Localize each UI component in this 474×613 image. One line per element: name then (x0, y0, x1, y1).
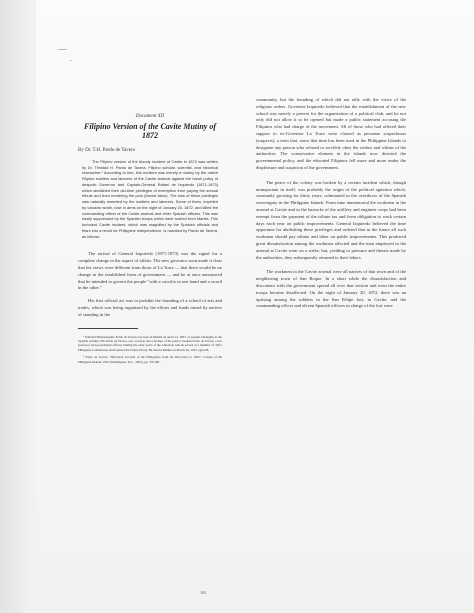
paragraph: His first official act was to prohibit the founding of a school of arts and trades, which was being organized by the efforts and funds raised by natives of standing in the (78, 298, 222, 317)
paragraph: The workmen in the Cavite arsenal were all natives of that town and of the neighboring town of San Roque. In a short while the dissatisfaction and discontent with the government spread all over that section and even the entire troops became disaffected. On the night of January 20, 1872, there was an uprising among the soldiers in the San Felipe fort, in Cavite, and the commanding officer and eleven Spanish officers in charge of the fort were (256, 269, 406, 309)
paragraph: community, but the founding of which did not tally with the views of the religious orders. Governor Izquierdo believed that the establishment of the new school was merely a pretext for the organization of a political club, and he not only did not allow it to be opened but made a public statement accusing the Filipinos who had charge of the movement. All of those who had offered their support to ex-Governor La Torre were classed as personas sospechosas (suspects), a term that, since that time has been used in the Philippine Islands to designate any person who refused to servilely obey the wishes and whims of the authorities. The conservative element in the islands now directed the governmental policy, and the educated Filipinos fell more and more under the displeasure and suspicion of the government. (256, 97, 406, 170)
author-line: By Dr. T.H. Pardo de Tavera (78, 147, 135, 153)
title-line-1: Filipino Version of the Cavite Mutiny of (83, 121, 216, 131)
abstract (78, 159, 222, 240)
abstract-text: The Filipino version of the bloody incident of Cavite in 1872 was written by Dr. Trinidad H. Pardo de Tavera, Filipino scholar, scientist, and historical researcher.¹ According to him, this incident was merely a mutiny by the native Filipino soldiers and laborers of the Cavite arsenal against the harsh policy of despotic Governor and Captain-General Rafael de Izquierdo (1871-1873) which abolished their old-time privileges of exemption from paying the annual tribute and from rendering the polo (forced labor). The loss of these privileges was naturally resented by the soldiers and laborers. Some of them, impelled by volcanic wrath, rose in arms on the night of January 20, 1872, and killed the commanding officer of the Cavite arsenal and other Spanish officers. This was easily suppressed by the Spanish troops which were rushed from Manila. This turbulent Cavite incident, which was magnified by the Spanish officials and friars into a revolt for Philippine independence, is narrated by Pardo de Tavera, as follows: (82, 158, 218, 239)
paragraph: The arrival of General Izquierdo (1871-1873) was the signal for a complete change in the aspect of affairs. The new governor soon made it clear that his views were different from those of La Torre — that there would be no change in the established form of government — and he at once announced that he intended to govern the people "with a crucifix in one hand and a sword in the other." (78, 251, 222, 291)
margin-dash-small: - (70, 58, 72, 64)
document-title (78, 122, 222, 140)
title-line-2: 1872 (142, 130, 158, 140)
right-body-text (256, 97, 406, 310)
footnote-1: ¹ Trinidad Hermenegildo Pardo de Tavera was born in Manila on April 13, 1857, of parents belonging to the Spanish nobility. His Pardo de Tavera, was a lawyer and a brother of the patriot Joaquín Pardo de Tavera, a law professor and government official. During the early years of the American rule he served as a member of Taft's Philippine Commission and founded the Federal Party. He died in Manila on March 26, 1925, aged 68. (78, 334, 222, 352)
document-label: Document XII (135, 114, 165, 119)
page-number: 163 (200, 590, 206, 595)
paragraph: The peace of the colony was broken by a certain incident which, though unimportant in itself, was probably the origin of the political agitation which, constantly growing for thirty years, culminated in the overthrow of the Spanish sovereignty in the Philippine Islands. From time immemorial the workmen in the arsenal at Cavite and in the barracks of the artillery and engineer corps had been exempt from the payment of the tribute tax and from obligation to work certain days each year on public improvements. General Izquierdo believed the time opportune for abolishing these privileges and ordered that in the future all such workmen should pay tribute and labor on public improvements. This produced great dissatisfaction among the workmen affected and the men employed in the arsenal at Cavite went on a strike, but, yielding to pressure and threats made by the authorities, they subsequently returned to their labors. (256, 179, 406, 260)
left-column (78, 60, 222, 367)
margin-dash: — (58, 44, 67, 54)
footnote-rule (78, 328, 138, 332)
right-column (256, 97, 406, 318)
scan-shadow (0, 0, 36, 613)
footnote-2: ² Pardo de Tavera, "Historical Account of the Philippines from the Discovery to 1903," Census of the Philippine Islands: 1903 (Washington, D.C., 1905), pp. 378-381. (78, 355, 222, 364)
left-body-text (78, 251, 222, 318)
footnotes (78, 335, 222, 364)
